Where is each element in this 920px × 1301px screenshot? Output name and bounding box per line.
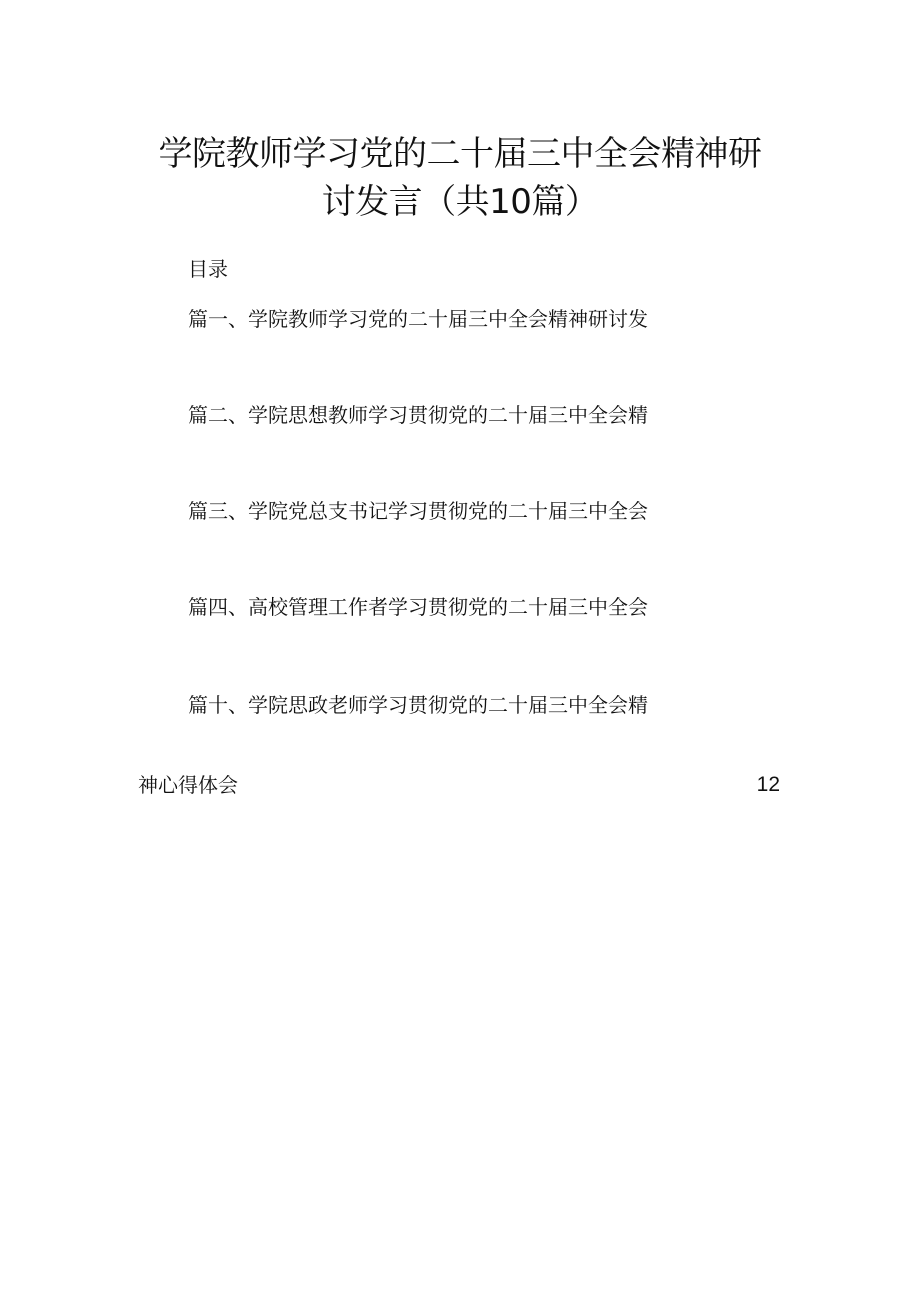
title-line-2: 讨发言（共10篇） bbox=[321, 182, 599, 222]
document-title bbox=[0, 130, 920, 226]
toc-entry-3[interactable]: 篇三、学院党总支书记学习贯彻党的二十届三中全会 bbox=[188, 499, 648, 523]
title-line-1: 学院教师学习党的二十届三中全会精神研 bbox=[158, 134, 762, 174]
toc-entry-1[interactable]: 篇一、学院教师学习党的二十届三中全会精神研讨发 bbox=[188, 307, 648, 331]
toc-page-number: 12 bbox=[756, 773, 780, 796]
toc-entry-4[interactable]: 篇四、高校管理工作者学习贯彻党的二十届三中全会 bbox=[188, 595, 648, 619]
toc-entry-10[interactable]: 篇十、学院思政老师学习贯彻党的二十届三中全会精 bbox=[188, 693, 648, 717]
toc-entry-2[interactable]: 篇二、学院思想教师学习贯彻党的二十届三中全会精 bbox=[188, 403, 648, 427]
toc-entry-10-continuation[interactable]: 神心得体会 bbox=[138, 773, 238, 797]
toc-heading: 目录 bbox=[188, 257, 228, 281]
